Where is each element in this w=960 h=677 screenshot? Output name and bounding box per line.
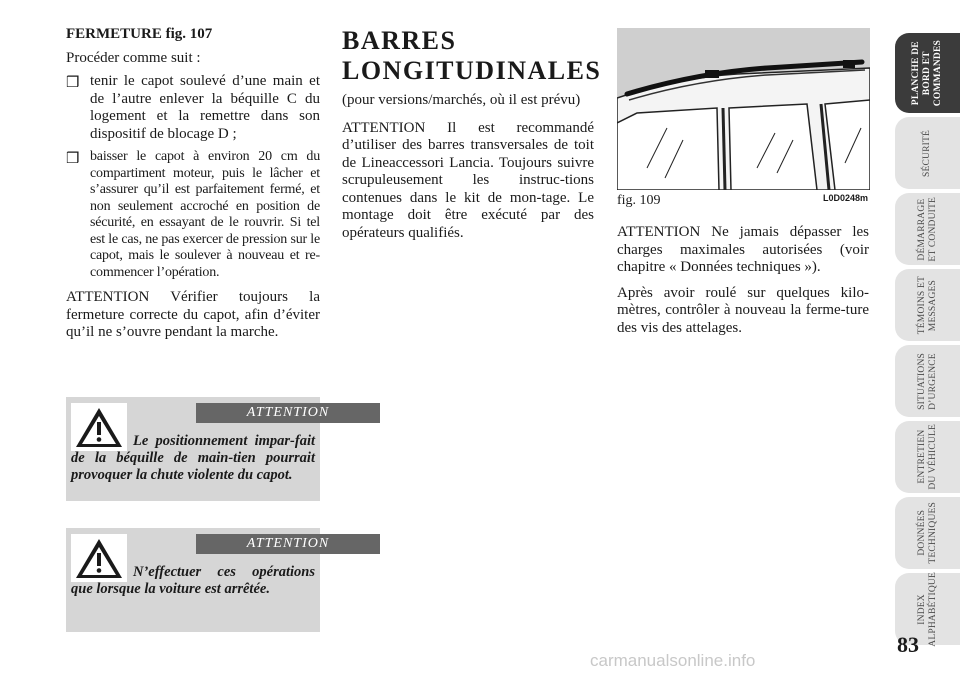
- procedure-list: [66, 73, 320, 281]
- roof-bars-attention: ATTENTION Il est recommandé d’utiliser des barres transversales de toit de Lineaccessori Lancia. Toujours suivre scrupuleusement les instruc-tions contenues dans le kit de mon-tage. Le montage doit être exécuté par des opérateurs qualifiés.: [342, 119, 594, 241]
- title-line: BARRES: [342, 26, 457, 55]
- column3-body: [617, 224, 869, 337]
- warning-box: [66, 528, 330, 632]
- tab-label: PLANCHE DE BORD ET COMMANDES: [911, 39, 943, 107]
- warning-label: ATTENTION: [196, 403, 380, 423]
- watermark: carmanualsonline.info: [590, 651, 756, 670]
- tab-label: DONNÉES TECHNIQUES: [916, 502, 938, 564]
- warning-label: ATTENTION: [196, 534, 380, 554]
- warning-text: N’effectuer ces opérations que lorsque la voiture est arrêtée.: [71, 564, 315, 597]
- tab-label: SÉCURITÉ: [922, 129, 932, 177]
- figure-roof-rails: [617, 28, 870, 190]
- checkbox-bullet-icon: ❒: [66, 149, 80, 167]
- tab-demarrage[interactable]: [895, 193, 960, 265]
- tab-securite[interactable]: [895, 117, 960, 189]
- section-subtitle: (pour versions/marchés, où il est prévu): [342, 92, 581, 108]
- intro-text: Procéder comme suit :: [66, 49, 201, 66]
- column-roof-bars: [342, 26, 602, 242]
- section-title: [342, 26, 602, 86]
- screw-check-text: Après avoir roulé sur quelques kilo-mètres, contrôler à nouveau la ferme-ture des vis des attelages.: [617, 284, 869, 336]
- tab-label: ENTRETIEN DU VÉHICULE: [916, 424, 938, 490]
- tab-entretien[interactable]: [895, 421, 960, 493]
- tab-donnees-techniques[interactable]: [895, 497, 960, 569]
- attention-note: ATTENTION Vérifier toujours la fermeture correcte du capot, afin d’éviter qu’il ne s’ouvre pendant la marche.: [66, 289, 320, 340]
- load-warning-text: ATTENTION Ne jamais dépasser les charges maximales autorisées (voir chapitre « Données techniques »).: [617, 224, 869, 275]
- section-heading-fermeture: FERMETURE fig. 107: [66, 26, 213, 42]
- figure-code: L0D0248m: [822, 193, 868, 203]
- tab-temoins[interactable]: [895, 269, 960, 341]
- title-line: LONGITUDINALES: [342, 56, 602, 85]
- tab-label: INDEX ALPHABÉTIQUE: [916, 571, 938, 647]
- column-closing: [66, 26, 320, 342]
- procedure-step: [66, 73, 320, 143]
- step-text: tenir le capot soulevé d’une main et de l’autre enlever la béquille C du logement et la remettre dans son dispositif de blocage D ;: [90, 73, 320, 142]
- tab-situations-urgence[interactable]: [895, 345, 960, 417]
- tab-label: DÉMARRAGE ET CONDUITE: [916, 196, 938, 262]
- tab-label: TÉMOINS ET MESSAGES: [916, 275, 938, 335]
- warning-text: Le positionnement impar-fait de la béquille de main-tien pourrait provoquer la chute violente du capot.: [71, 433, 315, 483]
- checkbox-bullet-icon: ❒: [66, 73, 80, 91]
- tab-planche-de-bord[interactable]: [895, 33, 960, 113]
- warning-box: [66, 397, 330, 501]
- tab-label: SITUATIONS D’URGENCE: [916, 352, 938, 410]
- step-text: baisser le capot à environ 20 cm du compartiment moteur, puis le lâcher et s’assurer qu’il est parfaitement fermé, et non seulement accroché en position de sécurité, en essayant de le rouvrir. Si tel est le cas, ne pas exercer de pression sur le capot, mais le soulever à nouveau et re-commencer l’opération.: [90, 149, 320, 280]
- figure-caption: [617, 193, 870, 211]
- page-number: 83: [897, 632, 919, 657]
- figure-label: fig. 109: [617, 193, 661, 208]
- procedure-step: [66, 149, 320, 281]
